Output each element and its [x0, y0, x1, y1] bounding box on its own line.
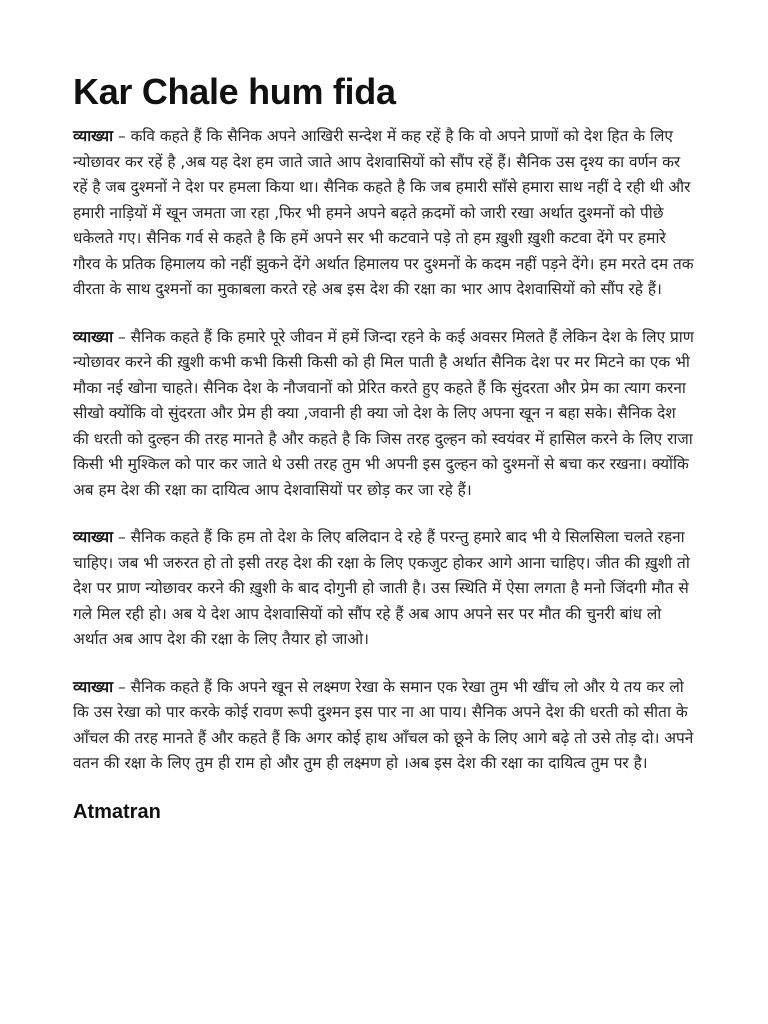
page-title: Kar Chale hum fida: [73, 71, 396, 112]
paragraph-label: व्याख्या: [73, 127, 114, 145]
paragraph-label: व्याख्या: [73, 327, 114, 346]
paragraph-text: – सैनिक कहते हैं कि हमारे पूरे जीवन में हमें जिन्दा रहने के कई अवसर मिलते हैं लेकिन देश के लिए प्राण न्योछावर करने की ख़ुशी कभी कभी किसी किसी को ही मिल पाती है अर्थात सैनिक देश पर मर मिटने का एक भी मौका नई खोना चाहते। सैनिक देश के नौजवानों को प्रेरित करते हुए कहते हैं कि सुंदरता और प्रेम का त्याग करना सीखो क्योंकि वो सुंदरता और प्रेम ही क्या ,जवानी ही क्या जो देश के लिए अपना खून न बहा सके। सैनिक देश की धरती को दुल्हन की तरह मानते है और कहते है कि जिस तरह दुल्हन को स्वयंवर में हासिल करने के लिए राजा किसी भी मुश्किल को पार कर जाते थे उसी तरह तुम भी अपनी इस दुल्हन को दुश्मनों से बचा कर रखना। क्योंकि अब हम देश की रक्षा का दायित्व आप देशवासियों पर छोड़ कर जा रहे हैं।: [73, 327, 694, 499]
paragraph-text: – सैनिक कहते हैं कि अपने खून से लक्ष्मण रेखा के समान एक रेखा तुम भी खींच लो और ये तय कर लो कि उस रेखा को पार करके कोई रावण रूपी दुश्मन इस पार ना आ पाय। सैनिक अपने देश की धरती को सीता के आँचल की तरह मानते हैं और कहते हैं कि अगर कोई हाथ आँचल को छूने के लिए आगे बढ़े तो उसे तोड़ दो। अपने वतन की रक्षा के लिए तुम ही राम हो और तुम ही लक्ष्मण हो ।अब इस देश की रक्षा का दायित्व तुम पर है।: [73, 677, 694, 772]
explanation-paragraph-4: [73, 675, 695, 777]
document-page: [73, 70, 695, 825]
section-heading: Atmatran: [73, 800, 161, 823]
paragraph-label: व्याख्या: [73, 677, 114, 696]
paragraph-text: – सैनिक कहते हैं कि हम तो देश के लिए बलिदान दे रहे हैं परन्तु हमारे बाद भी ये सिलसिला चलते रहना चाहिए। जब भी जरुरत हो तो इसी तरह देश की रक्षा के लिए एकजुट होकर आगे आना चाहिए। जीत की ख़ुशी तो देश पर प्राण न्योछावर करने की ख़ुशी के बाद दोगुनी हो जाती है। उस स्थिति में ऐसा लगता है मनो जिंदगी मौत से गले मिल रही हो। अब ये देश आप देशवासियों को सौंप रहे हैं अब आप अपने सर पर मौत की चुनरी बांध लो अर्थात अब आप देश की रक्षा के लिए तैयार हो जाओ।: [73, 528, 690, 648]
paragraph-label: व्याख्या: [73, 528, 114, 546]
explanation-paragraph-3: [73, 525, 695, 653]
explanation-paragraph-2: [73, 325, 695, 504]
explanation-paragraph-1: [73, 124, 695, 303]
paragraph-text: – कवि कहते हैं कि सैनिक अपने आखिरी सन्देश में कह रहें है कि वो अपने प्राणों को देश हित के लिए न्योछावर कर रहें है ,अब यह देश हम जाते जाते आप देशवासियों को सौंप रहें हैं। सैनिक उस दृश्य का वर्णन कर रहें है जब दुश्मनों ने देश पर हमला किया था। सैनिक कहते है कि जब हमारी साँसे हमारा साथ नहीं दे रही थी और हमारी नाड़ियों में खून जमता जा रहा ,फिर भी हमने अपने बढ़ते क़दमों को जारी रखा अर्थात दुश्मनों को पीछे धकेलते गए। सैनिक गर्व से कहते है कि हमें अपने सर भी कटवाने पड़े तो हम ख़ुशी ख़ुशी कटवा देंगे पर हमारे गौरव के प्रतिक हिमालय को नहीं झुकने देंगे अर्थात हिमालय पर दुश्मनों के कदम नहीं पड़ने देंगे। हम मरते दम तक वीरता के साथ दुश्मनों का मुकाबला करते रहे अब इस देश की रक्षा का भार आप देशवासियों को सौंप रहे हैं।: [73, 127, 694, 298]
